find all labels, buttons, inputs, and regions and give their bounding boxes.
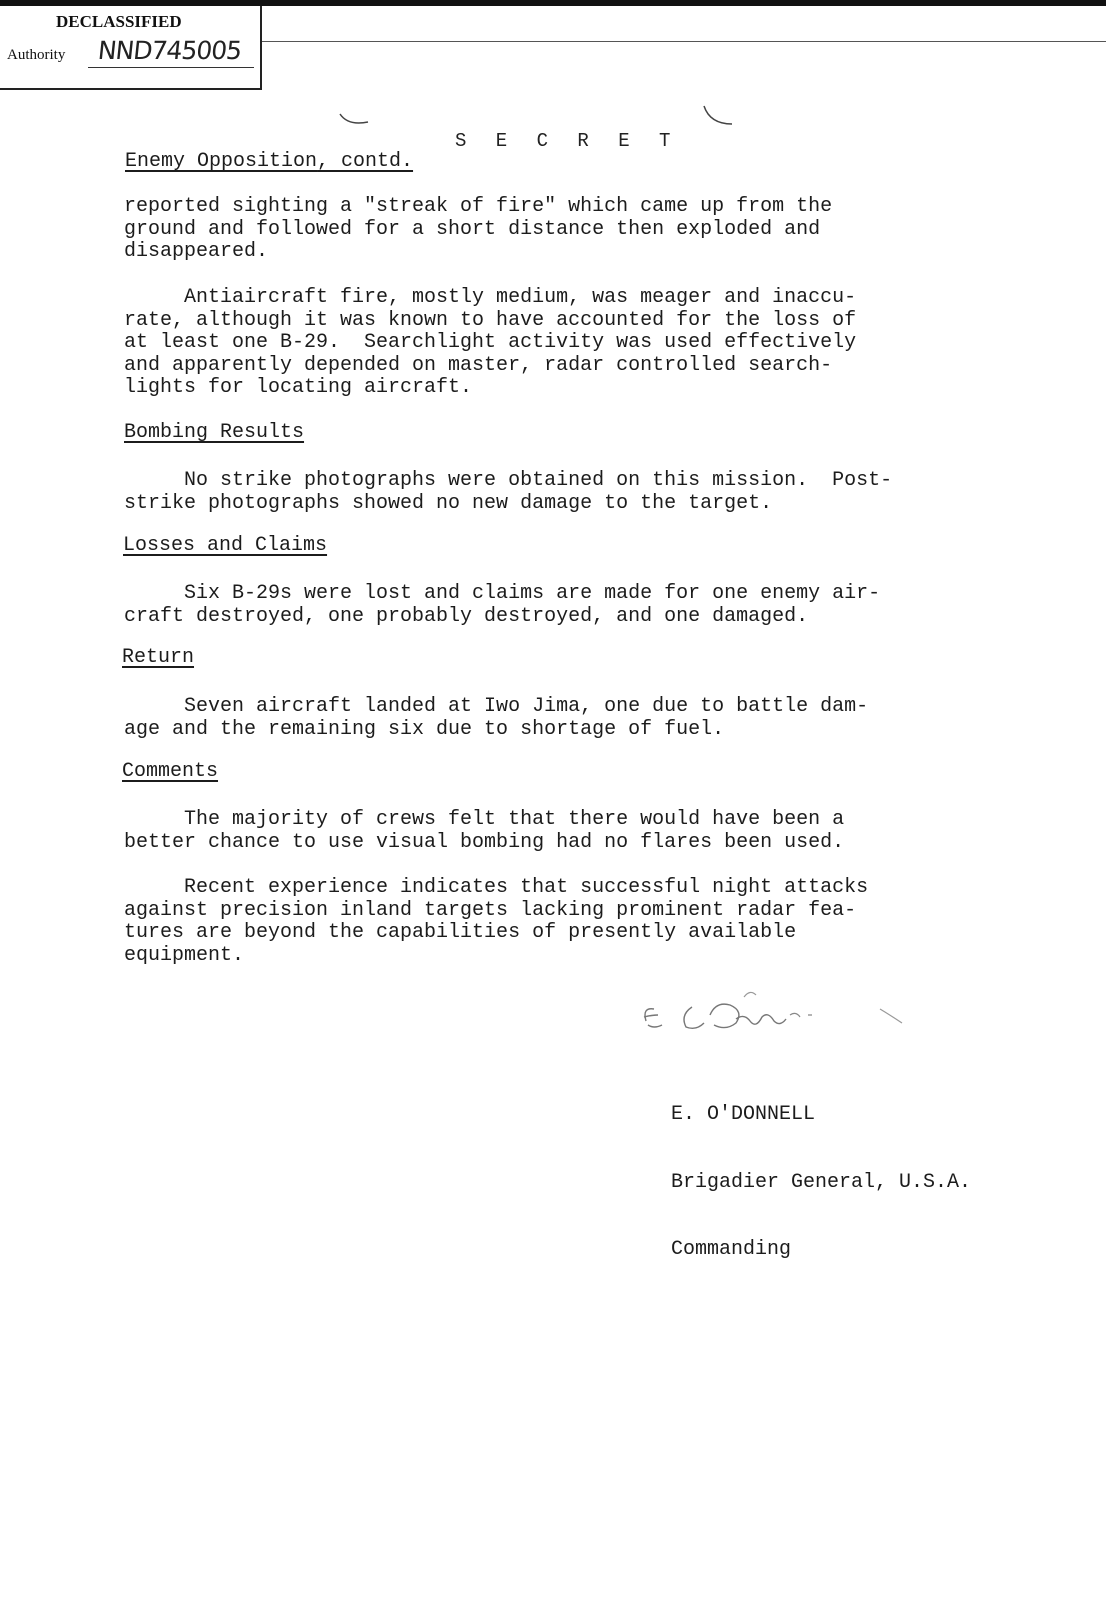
paragraph-enemy-opposition-2: Antiaircraft fire, mostly medium, was meager and inaccu- rate, although it was known to have accounted for the loss of at least one B-29. Searchlight activity was used effectively and apparently depended on master, radar controlled search- lights for locating aircraft. [124, 286, 857, 399]
signature-block [671, 1059, 971, 1284]
paragraph-losses-and-claims: Six B-29s were lost and claims are made for one enemy air- craft destroyed, one probably destroyed, and one damaged. [124, 582, 881, 628]
header-rule [262, 41, 1106, 42]
heading-enemy-opposition-text: Enemy Opposition [125, 150, 318, 173]
paragraph-return: Seven aircraft landed at Iwo Jima, one due to battle dam- age and the remaining six due to shortage of fuel. [124, 695, 869, 741]
classification-marking: S E C R E T [455, 130, 680, 152]
signatory-name: E. O'DONNELL [671, 1103, 816, 1126]
pencil-mark-right [702, 104, 736, 128]
declassified-stamp [0, 6, 262, 90]
heading-enemy-opposition [125, 150, 413, 173]
paragraph-comments-2: Recent experience indicates that successful night attacks against precision inland targets lacking prominent radar fea- tures are beyond the capabilities of presently available equipment. [124, 876, 869, 967]
signatory-role: Commanding [671, 1238, 792, 1261]
stamp-authority-number: NND745005 [96, 36, 243, 65]
pencil-mark-left [338, 112, 372, 130]
paragraph-bombing-results: No strike photographs were obtained on this mission. Post- strike photographs showed no new damage to the target. [124, 469, 893, 515]
stamp-authority-label: Authority [7, 47, 66, 63]
heading-return: Return [122, 646, 195, 669]
signatory-rank: Brigadier General, U.S.A. [671, 1170, 972, 1194]
handwritten-signature [640, 985, 940, 1045]
heading-bombing-results: Bombing Results [124, 421, 305, 444]
heading-losses-and-claims: Losses and Claims [123, 534, 328, 557]
heading-contd: , contd. [317, 150, 414, 173]
paragraph-comments-1: The majority of crews felt that there would have been a better chance to use visual bombing had no flares been used. [124, 808, 845, 854]
heading-comments: Comments [122, 760, 219, 783]
stamp-title: DECLASSIFIED [56, 12, 182, 31]
stamp-underline [88, 67, 254, 68]
paragraph-enemy-opposition-1: reported sighting a "streak of fire" which came up from the ground and followed for a short distance then exploded and disappeared. [124, 195, 833, 263]
